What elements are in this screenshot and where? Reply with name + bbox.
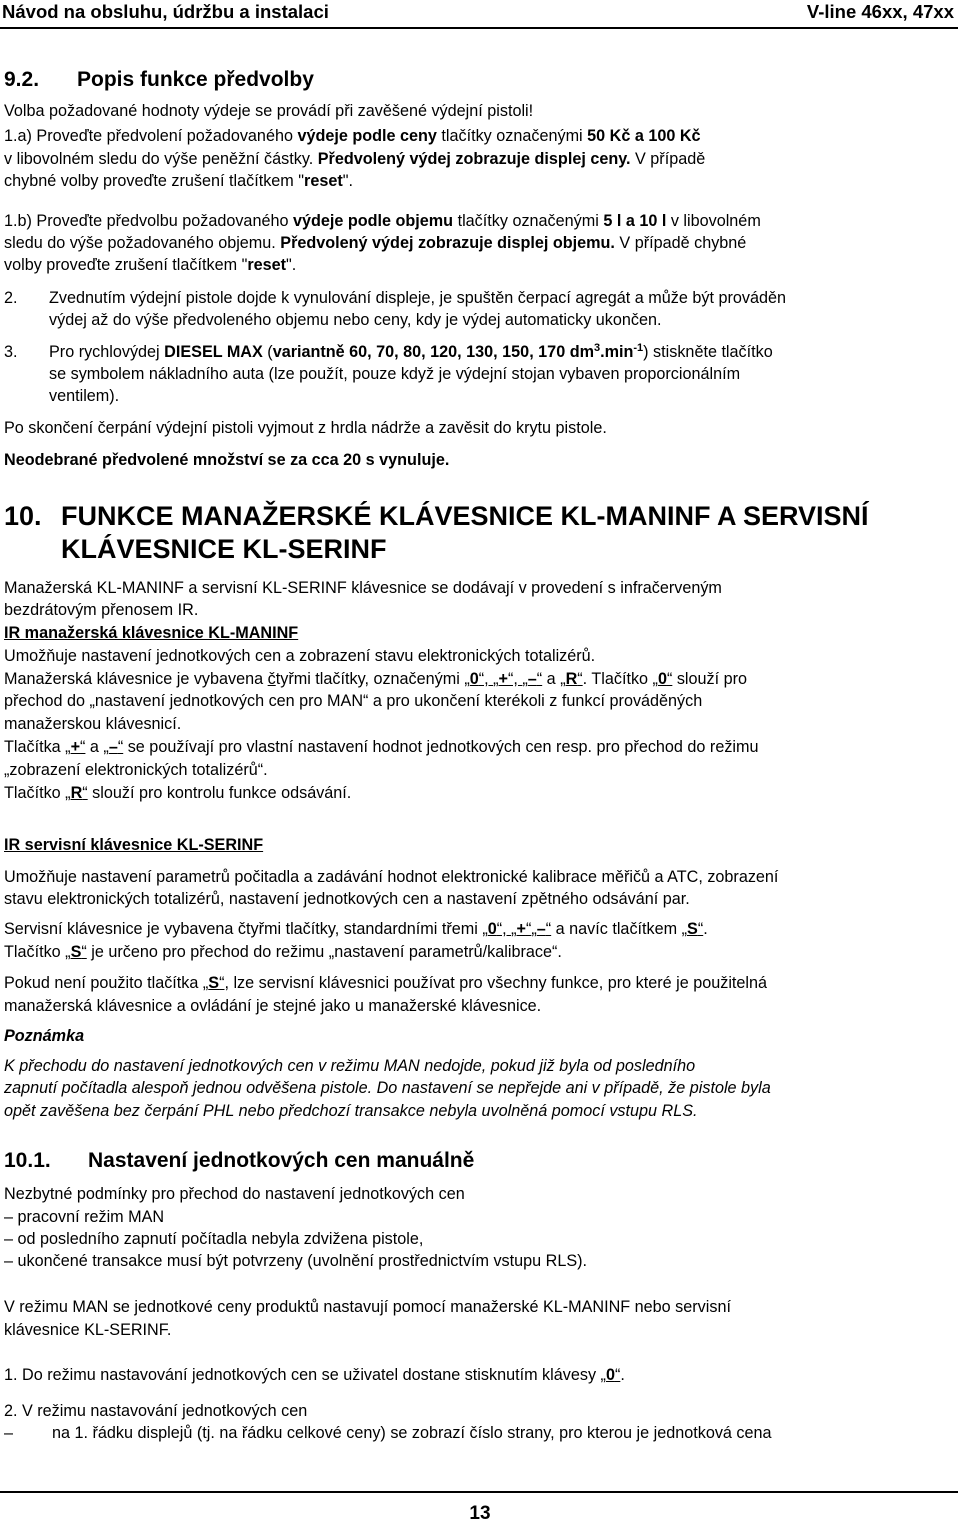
header-model: V-line 46xx, 47xx [806,1,954,22]
section-title: Nastavení jednotkových cen manuálně [88,1149,475,1172]
after-dispense-text: Po skončení čerpání výdejní pistoli vyjmout z hrdla nádrže a zavěsit do krytu pistole. [4,419,607,437]
item-1b-line3: volby proveďte zrušení tlačítkem "reset". [4,256,297,274]
step-2-dash: – [4,1424,14,1442]
reset-note: Neodebrané předvolené množství se za cca 20 s vynuluje. [4,451,450,469]
section-10-1-heading [4,1149,956,1173]
ser-line2: stavu elektronických totalizérů, nastavení jednotkových cen a nastavení zpětného odsávání par. [4,890,690,908]
intro-text: Volba požadované hodnoty výdeje se provádí při zavěšené výdejní pistoli! [4,102,534,120]
man-mode-line2: klávesnice KL-SERINF. [4,1321,172,1339]
s10-intro-line1: Manažerská KL-MANINF a servisní KL-SERINF klávesnice se dodávají v provedení s infračerveným [4,579,722,597]
item-1a-line2: v libovolném sledu do výše peněžní částky. Předvolený výdej zobrazuje displej ceny. V případě [4,150,706,168]
condition-3: – ukončené transakce musí být potvrzeny (uvolnění prostřednictvím vstupu RLS). [4,1252,588,1270]
section-10-heading [4,500,956,533]
item-3-line2: se symbolem nákladního auta (lze použít, pouze když je výdejní stojan vybaven proporcionálním [49,365,741,383]
section-number: 10. [4,501,42,531]
step-2-item: na 1. řádku displejů (tj. na řádku celkové ceny) se zobrazí číslo strany, pro kterou je jednotková cena [52,1424,772,1442]
ser-line3: Servisní klávesnice je vybavena čtyřmi tlačítky, standardními třemi „0“, „+“„–“ a navíc tlačítkem „S“. [4,920,708,938]
item-3-line3: ventilem). [49,387,120,405]
note-line2: zapnutí počítadla alespoň jednou odvěšena pistole. Do nastavení se nepřejde ani v případě, že pistole byla [4,1079,771,1097]
ser-line6: manažerská klávesnice a ovládání je stejné jako u manažerské klávesnice. [4,997,542,1015]
ir-service-keyboard-title: IR servisní klávesnice KL-SERINF [4,836,264,854]
man-line4: manažerskou klávesnicí. [4,715,182,733]
ir-manager-keyboard-title: IR manažerská klávesnice KL-MANINF [4,624,299,642]
section-title-line1: FUNKCE MANAŽERSKÉ KLÁVESNICE KL-MANINF A SERVISNÍ [61,501,869,531]
section-title: Popis funkce předvolby [77,68,314,91]
ser-line1: Umožňuje nastavení parametrů počitadla a zadávání hodnot elektronické kalibrace měřičů a ATC, zobrazení [4,868,779,886]
item-2-line2: výdej až do výše předvoleného objemu nebo ceny, kdy je výdej automaticky ukončen. [49,311,662,329]
footer-rule [0,1491,958,1493]
ser-line5: Pokud není použito tlačítka „S“, lze servisní klávesnici používat pro všechny funkce, pro které je použitelná [4,974,768,992]
section-9-2-heading [4,68,956,92]
section-number: 9.2. [4,68,40,91]
item-2-line1: Zvednutím výdejní pistole dojde k vynulování displeje, je spuštěn čerpací agregát a může být prováděn [49,289,786,307]
item-1b: 1.b) Proveďte předvolbu požadovaného výdeje podle objemu tlačítky označenými 5 l a 10 l v libovolném [4,212,761,230]
step-1: 1. Do režimu nastavování jednotkových cen se uživatel dostane stisknutím klávesy „0“. [4,1366,625,1384]
item-3-number: 3. [4,343,18,361]
condition-1: – pracovní režim MAN [4,1208,165,1226]
man-line5: Tlačítka „+“ a „–“ se používají pro vlastní nastavení hodnot jednotkových cen resp. pro přechod do režimu [4,738,759,756]
man-line6: „zobrazení elektronických totalizérů“. [4,761,268,779]
item-1a: 1.a) Proveďte předvolení požadovaného výdeje podle ceny tlačítky označenými 50 Kč a 100 Kč [4,127,701,145]
note-line3: opět zavěšena bez čerpání PHL nebo předchozí transakce nebyla uvolněná pomocí vstupu RLS. [4,1102,698,1120]
item-2-number: 2. [4,289,18,307]
man-line1: Umožňuje nastavení jednotkových cen a zobrazení stavu elektronických totalizérů. [4,647,596,665]
section-title-line2: KLÁVESNICE KL-SERINF [61,534,387,564]
item-3-line1: Pro rychlovýdej DIESEL MAX (variantně 60, 70, 80, 120, 130, 150, 170 $dm^3.\min^{-1}$) stiskněte tlačítko [49,342,773,361]
man-line3: přechod do „nastavení jednotkových cen pro MAN“ a pro ukončení kterékoli z funkcí prováděných [4,692,703,710]
section-number: 10.1. [4,1149,51,1172]
conditions-intro: Nezbytné podmínky pro přechod do nastavení jednotkových cen [4,1185,465,1203]
man-line2: Manažerská klávesnice je vybavena čtyřmi tlačítky, označenými „0“, „+“, „–“ a „R“. Tlačítko „0“ slouží pro [4,670,748,688]
note-title: Poznámka [4,1027,85,1045]
header-title: Návod na obsluhu, údržbu a instalaci [2,1,329,22]
header-rule [0,27,958,29]
condition-2: – od posledního zapnutí počítadla nebyla zdvižena pistole, [4,1230,424,1248]
man-line7: Tlačítko „R“ slouží pro kontrolu funkce odsávání. [4,784,352,802]
note-line1: K přechodu do nastavení jednotkových cen v režimu MAN nedojde, pokud již byla od posledního [4,1057,696,1075]
s10-intro-line2: bezdrátovým přenosem IR. [4,601,199,619]
man-mode-line1: V režimu MAN se jednotkové ceny produktů nastavují pomocí manažerské KL-MANINF nebo servisní [4,1298,731,1316]
step-2: 2. V režimu nastavování jednotkových cen [4,1402,308,1420]
item-1b-line2: sledu do výše požadovaného objemu. Předvolený výdej zobrazuje displej objemu. V případě chybné [4,234,747,252]
page-number: 13 [469,1503,491,1524]
ser-line4: Tlačítko „S“ je určeno pro přechod do režimu „nastavení parametrů/kalibrace“. [4,943,562,961]
page-header [0,0,960,25]
item-1a-line3: chybné volby proveďte zrušení tlačítkem "reset". [4,172,353,190]
